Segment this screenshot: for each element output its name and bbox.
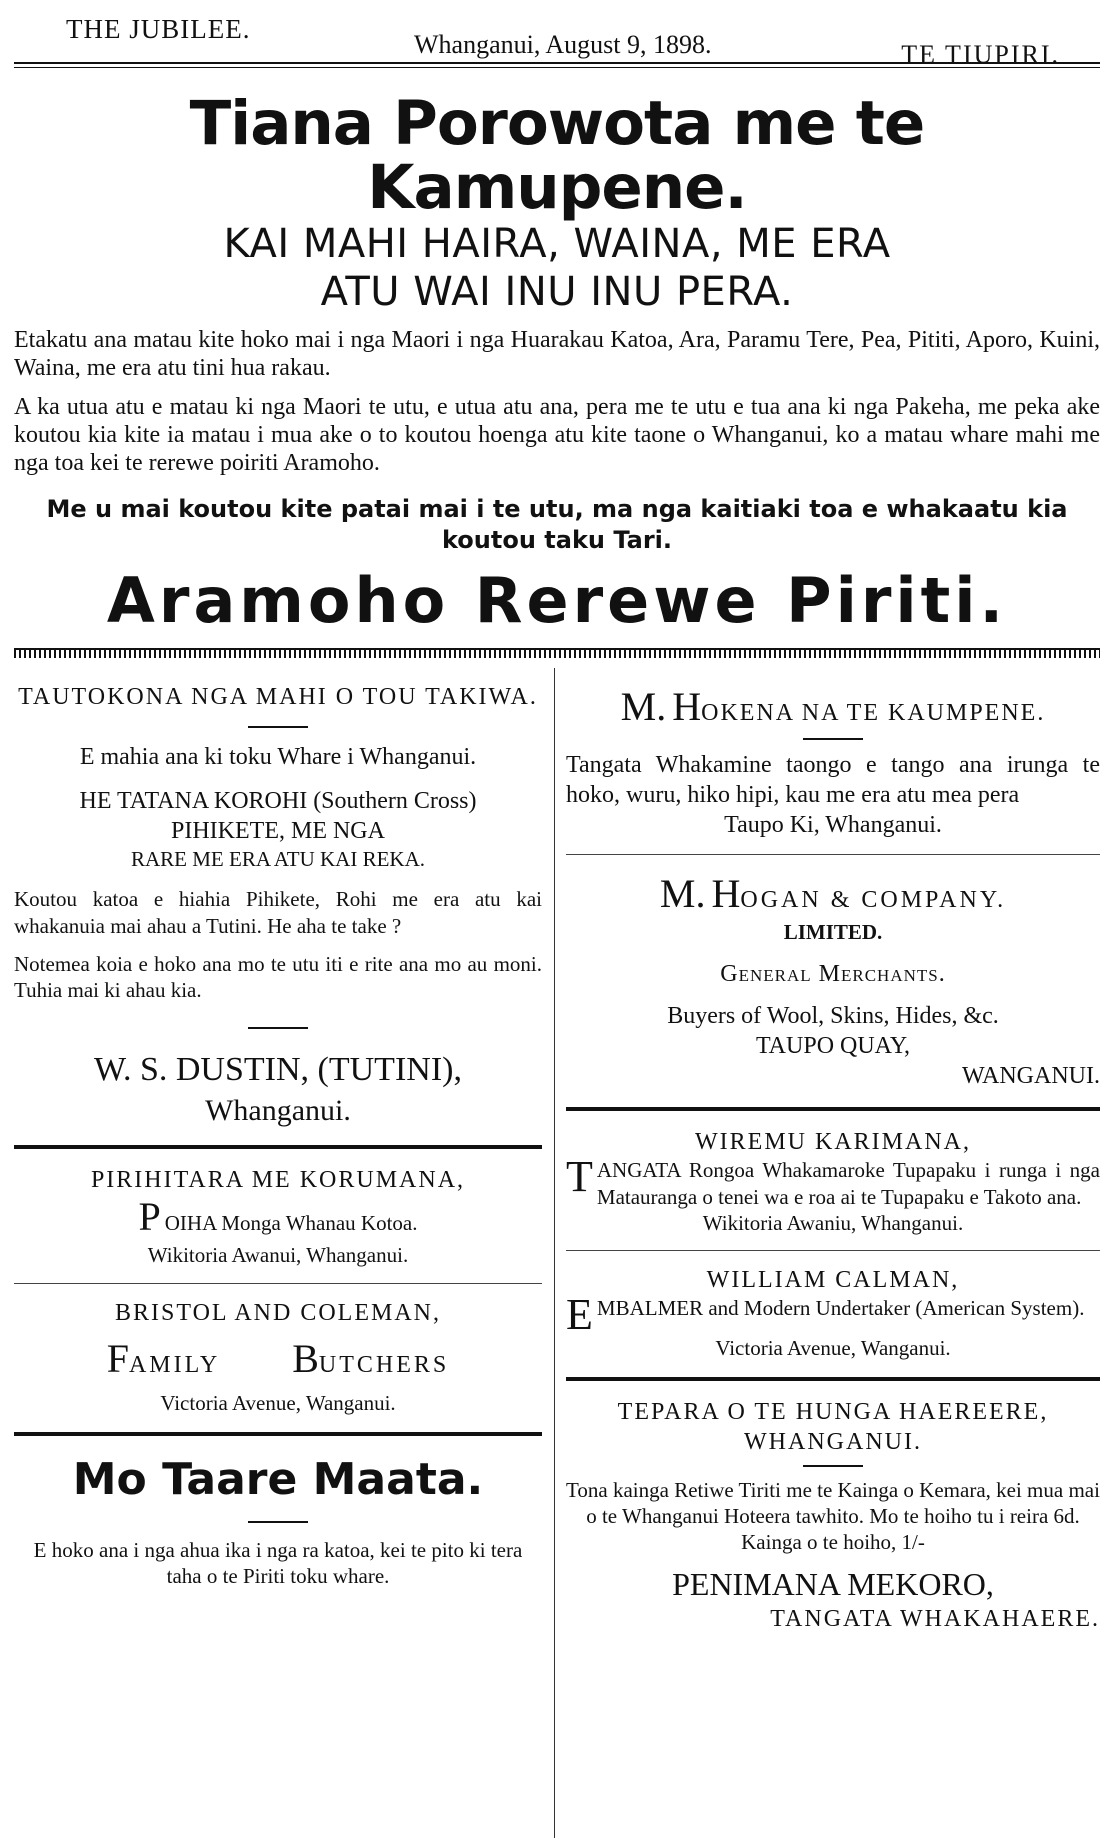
- tutini-name: W. S. DUSTIN, (TUTINI),: [94, 1051, 462, 1089]
- pirihitara-dropcap: P: [138, 1194, 161, 1240]
- hokena-heading: OKENA NA TE KAUMPENE.: [701, 700, 1046, 726]
- hogan-limited: LIMITED.: [783, 920, 883, 944]
- tutini-place: Whanganui.: [205, 1093, 351, 1127]
- masthead: [14, 8, 1100, 69]
- calman-address: Victoria Avenue, Wanganui.: [715, 1335, 951, 1360]
- tutini-line-4: RARE ME ERA ATU KAI REKA.: [130, 847, 425, 871]
- hokena-dropcap: H: [672, 684, 702, 729]
- tepara-name: PENIMANA MEKORO,: [672, 1565, 994, 1602]
- ad-separator: [566, 1107, 1100, 1111]
- ad-separator: [14, 1432, 542, 1436]
- left-column: [14, 668, 542, 1589]
- right-column: [566, 668, 1100, 1634]
- bristol-heading: BRISTOL AND COLEMAN,: [114, 1299, 442, 1326]
- ad-subtitle-1: KAI MAHI HAIRA, WAINA, ME ERA: [223, 221, 891, 268]
- ad-title: Tiana Porowota me te Kamupene.: [189, 88, 925, 224]
- masthead-title-maori: TE TIUPIRI.: [901, 40, 1060, 69]
- tepara-title: TANGATA WHAKAHAERE.: [770, 1605, 1100, 1632]
- hogan-quay: TAUPO QUAY,: [755, 1033, 911, 1060]
- ad-paragraph-2: A ka utua atu e matau ki nga Maori te utu, e utua atu ana, pera me te utu e tua ana ki nga Pakeha, me peka ake koutou kia kite ia matau i mua ake o to koutou hoenga atu kite taone o Whanganui, ko a matau whare mahi me nga toa kei te rerewe poiriti Aramoho.: [14, 393, 1100, 477]
- hogan-general-merchants: General Merchants.: [720, 961, 946, 988]
- hokena-paragraph: Tangata Whakamine taongo e tango ana irunga te hoko, wuru, hiko hipi, kau me era atu mea pera: [566, 752, 1100, 808]
- maata-paragraph: E hoko ana i nga ahua ika i nga ra katoa, kei te pito ki tera taha o te Piriti toku whare.: [33, 1537, 523, 1588]
- masthead-rule: [14, 62, 1100, 68]
- maata-heading: Mo Taare Maata.: [72, 1453, 484, 1505]
- maata-advertisement: [14, 1452, 542, 1590]
- short-divider: [248, 1521, 308, 1523]
- hogan-dropcap: H: [711, 871, 741, 916]
- ad-separator: [566, 854, 1100, 855]
- tutini-line-1: E mahia ana ki toku Whare i Whanganui.: [79, 744, 477, 770]
- ad-closing: Aramoho Rerewe Piriti.: [106, 564, 1008, 638]
- ad-separator: [14, 1283, 542, 1284]
- short-divider: [248, 726, 308, 728]
- tutini-paragraph-2: Notemea koia e hoko ana mo te utu iti e rite ana mo au moni. Tuhia mai ki ahau kia.: [14, 951, 542, 1002]
- ad-separator: [566, 1250, 1100, 1251]
- ad-separator: [566, 1377, 1100, 1381]
- bristol-address: Victoria Avenue, Wanganui.: [160, 1390, 396, 1415]
- masthead-title-english: THE JUBILEE.: [66, 14, 251, 44]
- bristol-dropcap-b: B: [292, 1335, 319, 1381]
- bristol-word-family: AMILY: [128, 1351, 221, 1378]
- short-divider: [803, 1465, 863, 1467]
- bristol-advertisement: [14, 1298, 542, 1416]
- calman-advertisement: [566, 1265, 1100, 1361]
- ad-paragraph-3: Me u mai koutou kite patai mai i te utu, ma nga kaitiaki toa e whakaatu kia koutou taku Tari.: [46, 494, 1068, 554]
- hokena-initial: M.: [620, 684, 667, 729]
- short-divider: [248, 1027, 308, 1029]
- tepara-paragraph: Tona kainga Retiwe Tiriti me te Kainga o Kemara, kei mua mai o te Whanganui Hoteera tawhito. Mo te hoiho tu i reira 6d. Kainga o te hoiho, 1/-: [566, 1477, 1100, 1555]
- tepara-advertisement: [566, 1397, 1100, 1634]
- tutini-heading: TAUTOKONA NGA MAHI O TOU TAKIWA.: [18, 684, 538, 710]
- ad-subtitle-2: ATU WAI INU INU PERA.: [320, 269, 794, 316]
- wiremu-advertisement: [566, 1127, 1100, 1236]
- hogan-buyers: Buyers of Wool, Skins, Hides, &c.: [667, 1003, 999, 1030]
- tutini-line-2: HE TATANA KOROHI (Southern Cross): [79, 788, 477, 814]
- tepara-heading-1: TEPARA O TE HUNGA HAEREERE,: [617, 1398, 1049, 1425]
- calman-dropcap: E: [566, 1290, 593, 1339]
- tutini-line-3: PIHIKETE, ME NGA: [171, 818, 385, 844]
- pirihitara-line: OIHA Monga Whanau Kotoa.: [164, 1211, 418, 1236]
- short-divider: [803, 738, 863, 740]
- hokena-address: Taupo Ki, Whanganui.: [724, 812, 942, 838]
- pirihitara-advertisement: [14, 1165, 542, 1268]
- hogan-advertisement: [566, 869, 1100, 1091]
- tutini-advertisement: [14, 682, 542, 1129]
- column-divider: [554, 668, 555, 1838]
- hogan-town: WANGANUI.: [962, 1063, 1100, 1090]
- wiremu-address: Wikitoria Awaniu, Whanganui.: [702, 1210, 964, 1235]
- wiremu-paragraph: ANGATA Rongoa Whakamaroke Tupapaku i runga i nga Matauranga o tenei wa e roa ai te Tupapaku e Takoto ana.: [596, 1158, 1100, 1209]
- pirihitara-address: Wikitoria Awanui, Whanganui.: [147, 1243, 409, 1268]
- porowota-advertisement: [14, 82, 1100, 637]
- bristol-dropcap-f: F: [106, 1335, 129, 1381]
- wiremu-heading: WIREMU KARIMANA,: [695, 1129, 971, 1156]
- calman-paragraph: MBALMER and Modern Undertaker (American System).: [596, 1296, 1085, 1320]
- tutini-paragraph-1: Koutou katoa e hiahia Pihikete, Rohi me era atu kai whakanuia mai ahau a Tutini. He aha te take ?: [14, 887, 542, 938]
- bristol-word-butchers: UTCHERS: [318, 1351, 450, 1378]
- ad-separator: [14, 1145, 542, 1149]
- ad-paragraph-1: Etakatu ana matau kite hoko mai i nga Maori i nga Huarakau Katoa, Ara, Paramu Tere, Pea, Pititi, Aporo, Kuini, Waina, me era atu tini hua rakau.: [14, 327, 1100, 382]
- hogan-initial: M.: [659, 871, 706, 916]
- hokena-advertisement: [566, 682, 1100, 840]
- calman-heading: WILLIAM CALMAN,: [706, 1267, 960, 1293]
- wiremu-dropcap: T: [566, 1152, 593, 1202]
- pirihitara-heading: PIRIHITARA ME KORUMANA,: [90, 1167, 466, 1194]
- section-divider: [14, 648, 1100, 658]
- hogan-heading: OGAN & COMPANY.: [740, 887, 1007, 913]
- masthead-dateline: Whanganui, August 9, 1898.: [414, 30, 712, 59]
- tepara-heading-2: WHANGANUI.: [744, 1428, 922, 1455]
